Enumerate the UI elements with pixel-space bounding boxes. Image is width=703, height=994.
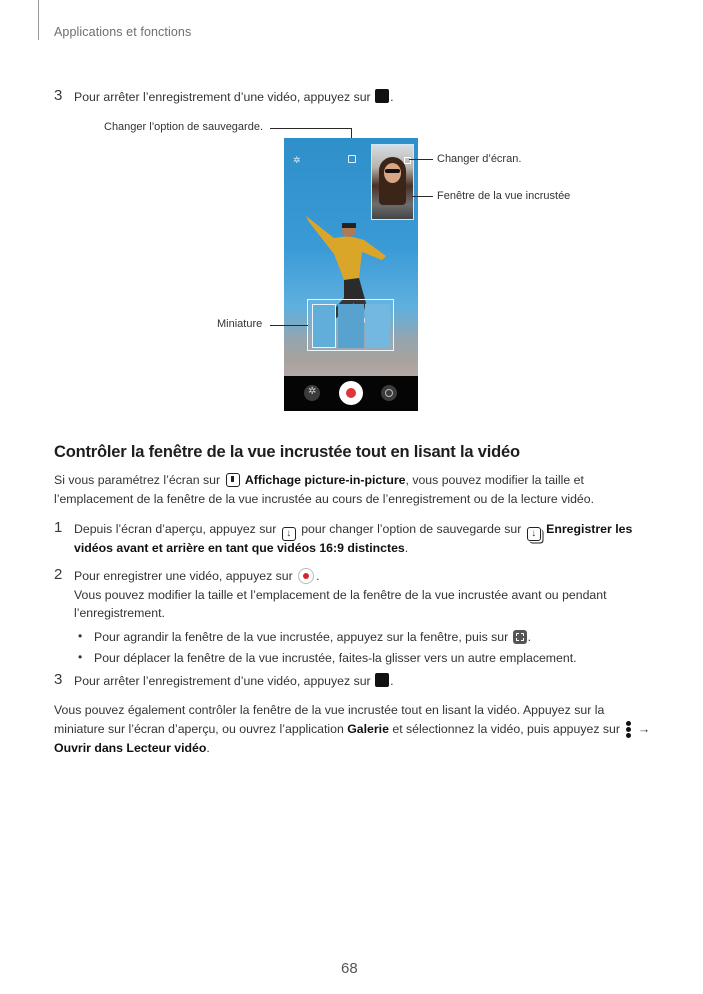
step-2-line-2: Vous pouvez modifier la taille et l’emplacement de la fenêtre de la vue incrustée avant ou pendant bbox=[74, 588, 607, 602]
step-2-line-1 bbox=[74, 567, 320, 586]
step-text-main: Pour arrêter l’enregistrement d’une vidéo, appuyez sur bbox=[74, 90, 371, 104]
download-icon: ↓ bbox=[282, 527, 296, 541]
closing-bold-term: Galerie bbox=[347, 722, 389, 736]
step-2-line-3: l’enregistrement. bbox=[74, 606, 165, 620]
step-text: . bbox=[390, 674, 394, 688]
stop-icon bbox=[375, 89, 389, 103]
step-text: pour changer l’option de sauvegarde sur bbox=[301, 522, 522, 536]
closing-line-3 bbox=[54, 739, 210, 758]
effects-icon: ✲ bbox=[308, 386, 317, 397]
pip-sunglasses bbox=[385, 169, 400, 173]
effects-button[interactable] bbox=[304, 385, 320, 401]
intro-line-1 bbox=[54, 471, 584, 490]
bullet-icon: • bbox=[78, 650, 83, 664]
callout-save-option: Changer l’option de sauvegarde. bbox=[104, 121, 264, 133]
switch-camera-button[interactable] bbox=[381, 385, 397, 401]
step-bold-term: vidéos avant et arrière en tant que vidéos 16:9 distinctes bbox=[74, 541, 405, 555]
closing-text: . bbox=[206, 741, 210, 755]
step-text: . bbox=[316, 569, 320, 583]
pip-person-face bbox=[384, 163, 401, 183]
record-button[interactable] bbox=[339, 381, 363, 405]
step-text: Pour arrêter l’enregistrement d’une vidéo, appuyez sur bbox=[74, 674, 371, 688]
step-text-suffix: . bbox=[390, 90, 394, 104]
save-separate-icon: ↓ bbox=[527, 527, 541, 541]
expand-icon bbox=[513, 630, 527, 644]
stop-icon bbox=[375, 673, 389, 687]
pip-window[interactable] bbox=[371, 144, 414, 220]
step-bold-term: Enregistrer les bbox=[546, 522, 633, 536]
step-number: 1 bbox=[54, 519, 63, 536]
step-1-line-1 bbox=[74, 520, 632, 541]
camera-controls-bar bbox=[284, 376, 418, 411]
callout-line bbox=[412, 196, 433, 197]
thumbnail-strip[interactable] bbox=[307, 299, 394, 351]
closing-line-2 bbox=[54, 720, 650, 739]
bullet-item: Pour déplacer la fenêtre de la vue incrustée, faites-la glisser vers un autre emplacement. bbox=[94, 651, 577, 665]
step-number: 3 bbox=[54, 87, 63, 104]
step-text: . bbox=[404, 541, 409, 555]
save-option-icon[interactable] bbox=[348, 155, 356, 163]
callout-line bbox=[270, 128, 352, 129]
section-header: Applications et fonctions bbox=[54, 25, 192, 39]
intro-text: Si vous paramétrez l’écran sur bbox=[54, 473, 221, 487]
bullet-item bbox=[94, 628, 531, 647]
intro-text: , vous pouvez modifier la taille et bbox=[405, 473, 584, 487]
intro-line-2: l’emplacement de la fenêtre de la vue incrustée au cours de l’enregistrement ou de la lecture vidéo. bbox=[54, 492, 595, 506]
step-text: Pour enregistrer une vidéo, appuyez sur bbox=[74, 569, 293, 583]
step-number: 3 bbox=[54, 671, 63, 688]
arrow-icon: → bbox=[637, 722, 651, 736]
bullet-icon: • bbox=[78, 629, 83, 643]
record-icon bbox=[298, 568, 314, 584]
page-number: 68 bbox=[341, 960, 358, 977]
callout-thumbnail: Miniature bbox=[217, 318, 263, 330]
bullet-text: . bbox=[527, 630, 532, 644]
callout-line bbox=[270, 325, 308, 326]
section-title: Contrôler la fenêtre de la vue incrustée tout en lisant la vidéo bbox=[54, 443, 520, 461]
step-text: Depuis l’écran d’aperçu, appuyez sur bbox=[74, 522, 277, 536]
closing-line-1: Vous pouvez également contrôler la fenêtre de la vue incrustée tout en lisant la vidéo. Appuyez sur la bbox=[54, 703, 605, 717]
closing-text: miniature sur l’écran d’aperçu, ou ouvrez l’application bbox=[54, 722, 344, 736]
step-3-line bbox=[74, 672, 394, 691]
switch-camera-icon bbox=[385, 389, 393, 397]
step-1-line-2 bbox=[74, 539, 408, 558]
header-rule bbox=[38, 0, 39, 40]
intro-bold-term: Affichage picture-in-picture bbox=[244, 473, 406, 487]
bullet-text: Pour agrandir la fenêtre de la vue incrustée, appuyez sur la fenêtre, puis sur bbox=[94, 630, 509, 644]
callout-pip-window: Fenêtre de la vue incrustée bbox=[437, 190, 571, 202]
step-text bbox=[74, 88, 394, 107]
settings-icon: ✲ bbox=[293, 155, 301, 165]
callout-line bbox=[409, 159, 433, 160]
pip-view-icon bbox=[226, 473, 240, 487]
closing-text: et sélectionnez la vidéo, puis appuyez sur bbox=[392, 722, 620, 736]
more-options-icon bbox=[626, 720, 631, 739]
closing-bold-term: Ouvrir dans Lecteur vidéo bbox=[54, 741, 207, 755]
step-number: 2 bbox=[54, 566, 63, 583]
callout-switch-screen: Changer d’écran. bbox=[437, 153, 522, 165]
